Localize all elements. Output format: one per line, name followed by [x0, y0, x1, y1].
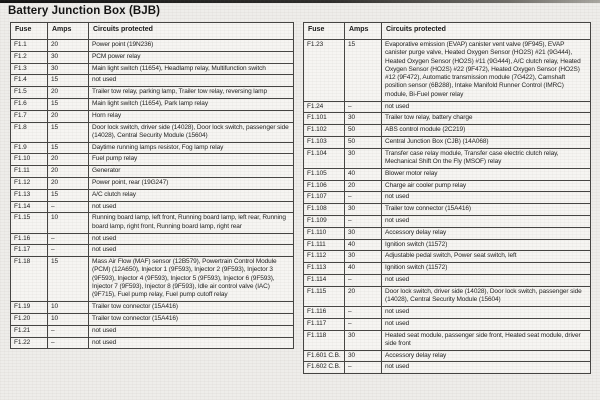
circuits-cell: Blower motor relay — [382, 168, 591, 180]
header-row — [11, 23, 294, 40]
table-row — [304, 180, 591, 192]
table-row — [304, 306, 591, 318]
amps-cell: – — [48, 233, 89, 245]
column-header-amps: Amps — [345, 23, 382, 40]
amps-cell: 20 — [48, 178, 89, 190]
amps-cell: 20 — [48, 154, 89, 166]
table-row — [304, 204, 591, 216]
circuits-cell: Daytime running lamps resistor, Fog lamp relay — [89, 142, 294, 154]
fuse-cell: F1.20 — [11, 313, 48, 325]
table-row — [304, 362, 591, 374]
circuits-cell: Fuel pump relay — [89, 154, 294, 166]
fuse-cell: F1.1 — [11, 40, 48, 52]
circuits-cell: Door lock switch, driver side (14028), Door lock switch, passenger side (14028), Central Security Module (15604) — [382, 286, 591, 306]
fuse-cell: F1.10 — [11, 154, 48, 166]
fuse-cell: F1.111 — [304, 239, 345, 251]
circuits-cell: Heated seat module, passenger side front, Heated seat module, driver side front — [382, 330, 591, 350]
table-row — [304, 263, 591, 275]
circuits-cell: not used — [382, 275, 591, 287]
fuse-cell: F1.12 — [11, 178, 48, 190]
fuse-cell: F1.22 — [11, 337, 48, 349]
circuits-cell: Power point, rear (19G247) — [89, 178, 294, 190]
amps-cell: – — [345, 192, 382, 204]
circuits-cell: Power point (19N236) — [89, 40, 294, 52]
circuits-cell: Adjustable pedal switch, Power seat switch, left — [382, 251, 591, 263]
amps-cell: 15 — [48, 257, 89, 302]
fuse-cell: F1.3 — [11, 63, 48, 75]
amps-cell: – — [345, 306, 382, 318]
amps-cell: 30 — [345, 350, 382, 362]
amps-cell: 30 — [345, 330, 382, 350]
amps-cell: – — [48, 325, 89, 337]
table-row — [304, 113, 591, 125]
amps-cell: 15 — [48, 98, 89, 110]
fuse-cell: F1.115 — [304, 286, 345, 306]
amps-cell: 20 — [345, 286, 382, 306]
fuse-cell: F1.2 — [11, 51, 48, 63]
circuits-cell: Ignition switch (11572) — [382, 263, 591, 275]
amps-cell: – — [345, 101, 382, 113]
table-row — [11, 313, 294, 325]
circuits-cell: Door lock switch, driver side (14028), Door lock switch, passenger side (14028), Central Security Module (15604) — [89, 122, 294, 142]
circuits-cell: Running board lamp, left front, Running board lamp, left rear, Running board lamp, right front, Running board lamp, right rear — [89, 213, 294, 233]
table-row — [11, 245, 294, 257]
fuse-cell: F1.17 — [11, 245, 48, 257]
amps-cell: 30 — [48, 51, 89, 63]
table-row — [304, 168, 591, 180]
fuse-cell: F1.13 — [11, 189, 48, 201]
fuse-cell: F1.104 — [304, 148, 345, 168]
table-row — [304, 318, 591, 330]
fuse-cell: F1.101 — [304, 113, 345, 125]
fuse-cell: F1.23 — [304, 40, 345, 102]
circuits-cell: Trailer tow relay, battery charge — [382, 113, 591, 125]
table-row — [11, 325, 294, 337]
amps-cell: 40 — [345, 239, 382, 251]
table-row — [11, 75, 294, 87]
amps-cell: 20 — [48, 166, 89, 178]
table-row — [11, 154, 294, 166]
amps-cell: 10 — [48, 213, 89, 233]
table-row — [304, 101, 591, 113]
circuits-cell: not used — [382, 101, 591, 113]
fuse-cell: F1.106 — [304, 180, 345, 192]
circuits-cell: Charge air cooler pump relay — [382, 180, 591, 192]
fuse-cell: F1.114 — [304, 275, 345, 287]
fuse-cell: F1.105 — [304, 168, 345, 180]
column-header-circuits: Circuits protected — [89, 23, 294, 40]
circuits-cell: Trailer tow connector (15A416) — [382, 204, 591, 216]
header-row — [304, 23, 591, 40]
fuse-cell: F1.108 — [304, 204, 345, 216]
table-row — [11, 166, 294, 178]
amps-cell: 40 — [345, 263, 382, 275]
fuse-cell: F1.103 — [304, 136, 345, 148]
circuits-cell: Generator — [89, 166, 294, 178]
table-row — [11, 110, 294, 122]
table-row — [11, 302, 294, 314]
amps-cell: 15 — [48, 189, 89, 201]
amps-cell: 20 — [48, 110, 89, 122]
table-row — [304, 136, 591, 148]
fuse-cell: F1.14 — [11, 201, 48, 213]
circuits-cell: not used — [382, 216, 591, 228]
fuse-cell: F1.110 — [304, 227, 345, 239]
amps-cell: 30 — [345, 204, 382, 216]
amps-cell: – — [345, 362, 382, 374]
table-row — [304, 192, 591, 204]
amps-cell: – — [345, 216, 382, 228]
table-row — [304, 227, 591, 239]
circuits-cell: Mass Air Flow (MAF) sensor (12B579), Powertrain Control Module (PCM) (12A650), Injector 1 (9F593), Injector 2 (9F593), Injector 3 (9F593), Injector 4 (9F593), Injector 5 (9F593), Injector 6 (9F593), Injector 7 (9F593), Injector 8 (9F593), Idle air control valve (IAC) (9F715), Fuel pump relay, Fuel pump cutoff relay — [89, 257, 294, 302]
circuits-cell: Accessory delay relay — [382, 227, 591, 239]
amps-cell: 30 — [345, 148, 382, 168]
circuits-cell: ABS control module (2C219) — [382, 125, 591, 137]
table-row — [11, 40, 294, 52]
amps-cell: 15 — [48, 142, 89, 154]
table-row — [11, 201, 294, 213]
amps-cell: 30 — [345, 251, 382, 263]
scan-edge-band — [0, 0, 600, 3]
fuse-cell: F1.112 — [304, 251, 345, 263]
table-row — [11, 122, 294, 142]
circuits-cell: Main light switch (11654), Park lamp relay — [89, 98, 294, 110]
page-title: Battery Junction Box (BJB) — [8, 5, 161, 17]
table-row — [11, 63, 294, 75]
circuits-cell: not used — [382, 192, 591, 204]
fuse-cell: F1.15 — [11, 213, 48, 233]
table-row — [304, 125, 591, 137]
bjb-fuse-table-left — [10, 22, 294, 349]
fuse-cell: F1.601 C.B. — [304, 350, 345, 362]
amps-cell: – — [48, 337, 89, 349]
table-row — [11, 213, 294, 233]
amps-cell: 15 — [48, 75, 89, 87]
bjb-fuse-table-right — [303, 22, 591, 374]
amps-cell: 10 — [48, 302, 89, 314]
table-row — [11, 178, 294, 190]
amps-cell: 15 — [48, 122, 89, 142]
circuits-cell: Trailer tow relay, parking lamp, Trailer tow relay, reversing lamp — [89, 87, 294, 99]
table-row — [304, 148, 591, 168]
table-row — [11, 98, 294, 110]
circuits-cell: not used — [89, 337, 294, 349]
fuse-cell: F1.18 — [11, 257, 48, 302]
circuits-cell: Transfer case relay module, Transfer case electric clutch relay, Mechanical Shift On the Fly (MSOF) relay — [382, 148, 591, 168]
circuits-cell: A/C clutch relay — [89, 189, 294, 201]
fuse-cell: F1.19 — [11, 302, 48, 314]
fuse-cell: F1.113 — [304, 263, 345, 275]
circuits-cell: not used — [89, 233, 294, 245]
fuse-cell: F1.24 — [304, 101, 345, 113]
fuse-cell: F1.8 — [11, 122, 48, 142]
amps-cell: 15 — [345, 40, 382, 102]
column-header-amps: Amps — [48, 23, 89, 40]
amps-cell: 30 — [48, 63, 89, 75]
fuse-cell: F1.21 — [11, 325, 48, 337]
circuits-cell: Main light switch (11654), Headlamp relay, Multifunction switch — [89, 63, 294, 75]
table-row — [304, 40, 591, 102]
circuits-cell: Ignition switch (11572) — [382, 239, 591, 251]
amps-cell: 50 — [345, 125, 382, 137]
fuse-cell: F1.117 — [304, 318, 345, 330]
circuits-cell: Trailer tow connector (15A416) — [89, 302, 294, 314]
circuits-cell: Trailer tow connector (15A416) — [89, 313, 294, 325]
fuse-cell: F1.109 — [304, 216, 345, 228]
circuits-cell: not used — [382, 306, 591, 318]
table-row — [11, 51, 294, 63]
amps-cell: 20 — [345, 180, 382, 192]
circuits-cell: not used — [89, 75, 294, 87]
table-row — [11, 142, 294, 154]
fuse-cell: F1.102 — [304, 125, 345, 137]
circuits-cell: Evaporative emission (EVAP) canister vent valve (9F945), EVAP canister purge valve, Heated Oxygen Sensor (HO2S) #21 (9G444), Heated Oxygen Sensor (HO2S) #11 (9G444), A/C clutch relay, Heated Oxygen Sensor (HO2S) #22 (9F472), Heated Oxygen Sensor (HO2S) #12 (9F472), Automatic transmission module (7G422), Camshaft position sensor (6B288), Intake Manifold Runner Control (IMRC) module, Bi-Fuel power relay — [382, 40, 591, 102]
circuits-cell: Horn relay — [89, 110, 294, 122]
circuits-cell: PCM power relay — [89, 51, 294, 63]
fuse-cell: F1.602 C.B. — [304, 362, 345, 374]
table-row — [304, 251, 591, 263]
amps-cell: 40 — [345, 168, 382, 180]
fuse-cell: F1.11 — [11, 166, 48, 178]
amps-cell: – — [345, 275, 382, 287]
table-row — [304, 286, 591, 306]
table-row — [304, 216, 591, 228]
column-header-fuse: Fuse — [304, 23, 345, 40]
table-row — [11, 189, 294, 201]
table-row — [304, 239, 591, 251]
fuse-cell: F1.107 — [304, 192, 345, 204]
amps-cell: 30 — [345, 113, 382, 125]
table-row — [304, 350, 591, 362]
table-row — [304, 275, 591, 287]
amps-cell: 20 — [48, 87, 89, 99]
circuits-cell: not used — [382, 362, 591, 374]
fuse-cell: F1.116 — [304, 306, 345, 318]
circuits-cell: not used — [89, 201, 294, 213]
amps-cell: 30 — [345, 227, 382, 239]
amps-cell: – — [48, 245, 89, 257]
circuits-cell: Central Junction Box (CJB) (14A068) — [382, 136, 591, 148]
table-row — [304, 330, 591, 350]
fuse-cell: F1.7 — [11, 110, 48, 122]
table-row — [11, 337, 294, 349]
circuits-cell: not used — [382, 318, 591, 330]
fuse-cell: F1.9 — [11, 142, 48, 154]
amps-cell: 50 — [345, 136, 382, 148]
amps-cell: – — [48, 201, 89, 213]
circuits-cell: not used — [89, 245, 294, 257]
circuits-cell: not used — [89, 325, 294, 337]
amps-cell: 10 — [48, 313, 89, 325]
table-row — [11, 257, 294, 302]
fuse-cell: F1.16 — [11, 233, 48, 245]
amps-cell: – — [345, 318, 382, 330]
fuse-cell: F1.5 — [11, 87, 48, 99]
fuse-cell: F1.4 — [11, 75, 48, 87]
table-row — [11, 87, 294, 99]
column-header-circuits: Circuits protected — [382, 23, 591, 40]
table-row — [11, 233, 294, 245]
fuse-cell: F1.6 — [11, 98, 48, 110]
fuse-cell: F1.118 — [304, 330, 345, 350]
column-header-fuse: Fuse — [11, 23, 48, 40]
circuits-cell: Accessory delay relay — [382, 350, 591, 362]
amps-cell: 20 — [48, 40, 89, 52]
